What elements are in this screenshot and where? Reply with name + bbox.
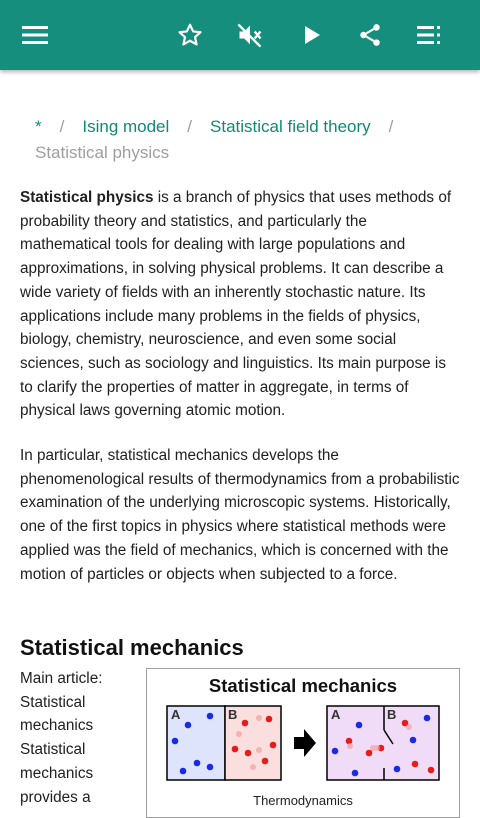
box-label-b-after: B [387,707,397,722]
box-label-a-after: A [331,707,341,722]
menu-icon[interactable] [14,14,56,56]
breadcrumb-item-root[interactable]: * [35,117,42,136]
intro-text: is a branch of physics that uses methods of probability theory and statistics, and particularly the mathematical tools for dealing with large populations and approximations, in solving physical problems. It can describe a wide variety of fields with an inherently stochastic nature. Its applications include many problems in the fields of physics, biology, chemistry, neuroscience, and even some social sciences, such as sociology and linguistics. Its main purpose is to clarify the properties of matter in aggregate, in terms of physical laws governing atomic motion. [20,189,452,420]
section-text: Statistical mechanics provides a [20,741,94,806]
article-content [0,70,480,808]
app-toolbar [0,0,480,70]
share-icon[interactable] [349,14,391,56]
star-icon[interactable] [169,14,211,56]
box-label-b: B [228,707,238,722]
section-title: Statistical mechanics [20,635,244,660]
main-article-link[interactable]: Statistical mechanics [20,693,94,735]
figure-statistical-mechanics[interactable] [146,668,460,818]
main-article-note [20,667,125,809]
figure-caption: Thermodynamics [253,793,353,808]
breadcrumb-current: Statistical physics [35,143,170,162]
breadcrumb-item-ising-model[interactable]: Ising model [82,117,170,136]
arrow-icon [294,729,316,757]
intro-paragraph [20,186,460,423]
playlist-icon[interactable] [409,14,451,56]
breadcrumb [35,114,455,166]
main-article-label: Main article: [20,670,103,687]
box-label-a: A [171,707,181,722]
figure-title: Statistical mechanics [208,675,398,696]
breadcrumb-item-statistical-field-theory[interactable]: Statistical field theory [210,117,371,136]
figure-diagram [147,704,459,794]
breadcrumb-separator: / [388,117,394,136]
intro-bold-term: Statistical physics [20,189,154,206]
play-icon[interactable] [290,14,332,56]
breadcrumb-separator: / [187,117,193,136]
second-paragraph: In particular, statistical mechanics develops the phenomenological results of thermodynamics from a probabilistic examination of the underlying microscopic systems. Historically, one of the first topics in physics where statistical methods were applied was the field of mechanics, which is concerned with the motion of particles or objects when subjected to a force. [20,447,460,583]
mute-icon[interactable] [229,14,271,56]
breadcrumb-separator: / [59,117,65,136]
